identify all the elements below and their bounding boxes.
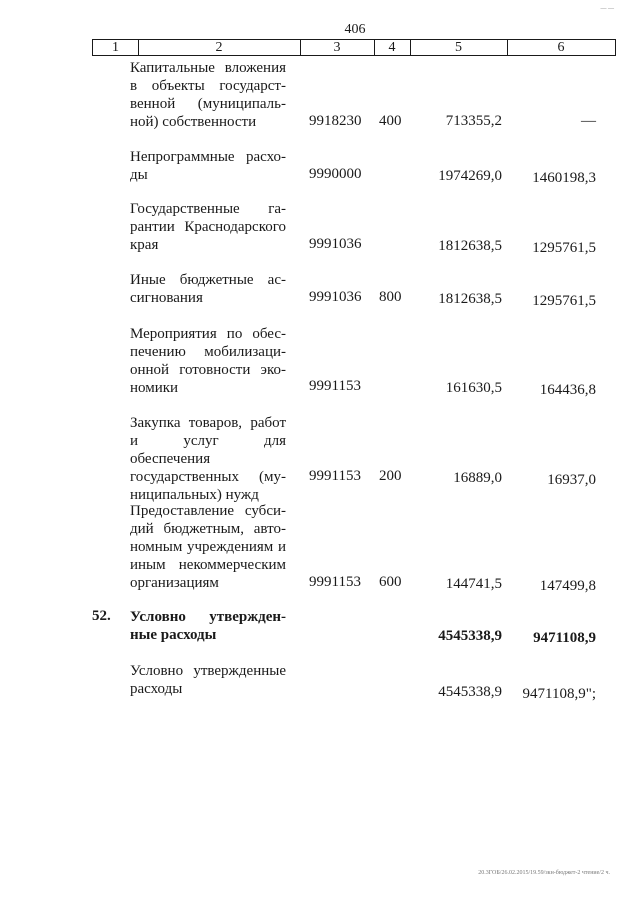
row-description: Капитальные вложения в объекты государственной (муниципальной) собственности — [130, 60, 286, 130]
row-description: Условно утвержденные расходы — [130, 609, 286, 643]
row-value-5: 1812638,5 — [438, 238, 502, 254]
row-value-6: 9471108,9 — [533, 630, 596, 646]
row-value-5: 713355,2 — [445, 113, 502, 129]
row-description: Непрограммные расходы — [130, 149, 286, 183]
row-value-5: 4545338,9 — [438, 628, 502, 644]
row-value-5: 161630,5 — [445, 380, 502, 396]
row-value-5: 1974269,0 — [438, 168, 502, 184]
row-description: Мероприятия по обеспечению мобилизационной готовности экономики — [130, 326, 286, 396]
footer-stamp: 20.3ГОБ/26.02.2015/19.59/зкн-бюджет-2 чтение/2 ч. — [478, 870, 610, 876]
row-code: 9918230 — [309, 113, 362, 129]
row-value-5: 1812638,5 — [438, 291, 502, 307]
row-value-5: 16889,0 — [453, 470, 502, 486]
header-col-6: 6 — [557, 40, 565, 55]
row-value-6: 147499,8 — [539, 578, 596, 594]
header-col-4: 4 — [388, 40, 396, 55]
row-code: 9990000 — [309, 166, 362, 182]
row-value-6: 164436,8 — [539, 382, 596, 398]
page-number: 406 — [344, 22, 366, 37]
row-description: Предоставление субсидий бюджетным, автономным учреждениям и иным некоммерческим организациям — [130, 503, 286, 591]
table-header — [92, 39, 616, 56]
row-value-6: 1295761,5 — [532, 293, 596, 309]
row-value-5: 4545338,9 — [438, 684, 502, 700]
row-description: Иные бюджетные ассигнования — [130, 272, 286, 306]
row-description: Условно утвержденные расходы — [130, 663, 286, 697]
header-col-5: 5 — [455, 40, 462, 55]
row-value-6: 9471108,9"; — [522, 686, 596, 702]
row-description: Закупка товаров, работ и услуг для обеспечения государственных (муниципальных) нужд — [130, 415, 286, 503]
row-expense-type: 600 — [379, 574, 402, 590]
row-value-6: 1460198,3 — [532, 170, 596, 186]
row-description: Государственные гарантии Краснодарского края — [130, 201, 286, 253]
row-value-6: 16937,0 — [547, 472, 596, 488]
row-code: 9991153 — [309, 574, 361, 590]
row-value-5: 144741,5 — [445, 576, 502, 592]
row-code: 9991036 — [309, 236, 362, 252]
row-value-6: 1295761,5 — [532, 240, 596, 256]
header-col-1: 1 — [112, 40, 119, 55]
row-number: 52. — [92, 608, 111, 624]
header-col-3: 3 — [333, 40, 341, 55]
row-expense-type: 400 — [379, 113, 402, 129]
row-code: 9991153 — [309, 378, 361, 394]
row-expense-type: 200 — [379, 468, 402, 484]
row-value-6: — — [581, 113, 596, 129]
row-code: 9991036 — [309, 289, 362, 305]
corner-mark: — — — [600, 6, 614, 12]
row-expense-type: 800 — [379, 289, 402, 305]
header-col-2: 2 — [215, 40, 223, 55]
row-code: 9991153 — [309, 468, 361, 484]
